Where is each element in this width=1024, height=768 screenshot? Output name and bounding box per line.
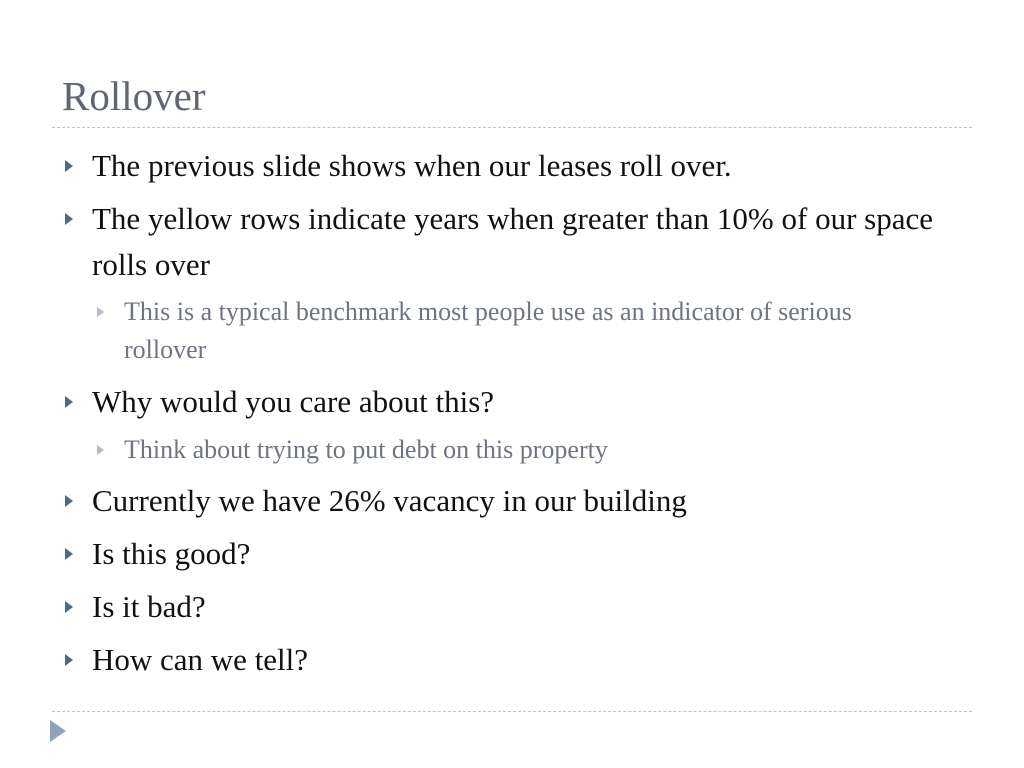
bullet-item: [92, 637, 952, 683]
bullet-item: [92, 584, 952, 630]
triangle-bullet-icon: [65, 601, 73, 613]
bullet-text: The previous slide shows when our leases roll over.: [92, 148, 732, 183]
triangle-bullet-icon: [65, 548, 73, 560]
bullet-text: Currently we have 26% vacancy in our building: [92, 483, 687, 518]
sub-bullet-text: This is a typical benchmark most people use as an indicator of serious rollover: [124, 297, 852, 364]
bullet-item: [92, 379, 952, 425]
bullet-item: [92, 531, 952, 577]
bullet-item: [92, 478, 952, 524]
triangle-bullet-icon: [65, 654, 73, 666]
triangle-bullet-icon: [65, 160, 73, 172]
sub-bullet-text: Think about trying to put debt on this property: [124, 435, 608, 464]
bullet-text: Why would you care about this?: [92, 384, 495, 419]
slide-title: Rollover: [62, 73, 206, 119]
triangle-sub-bullet-icon: [97, 307, 104, 317]
next-slide-arrow-icon[interactable]: [50, 720, 66, 742]
triangle-bullet-icon: [65, 213, 73, 225]
bullet-text: Is this good?: [92, 536, 251, 571]
bullet-text: The yellow rows indicate years when greater than 10% of our space rolls over: [92, 201, 933, 282]
triangle-bullet-icon: [65, 396, 73, 408]
bullet-item: [92, 196, 952, 288]
sub-bullet-item: [124, 431, 924, 469]
bullet-text: Is it bad?: [92, 589, 206, 624]
footer-divider: [52, 711, 972, 712]
bullet-text: How can we tell?: [92, 642, 309, 677]
triangle-sub-bullet-icon: [97, 445, 104, 455]
sub-bullet-item: [124, 293, 924, 369]
triangle-bullet-icon: [65, 495, 73, 507]
bullet-item: [92, 143, 952, 189]
